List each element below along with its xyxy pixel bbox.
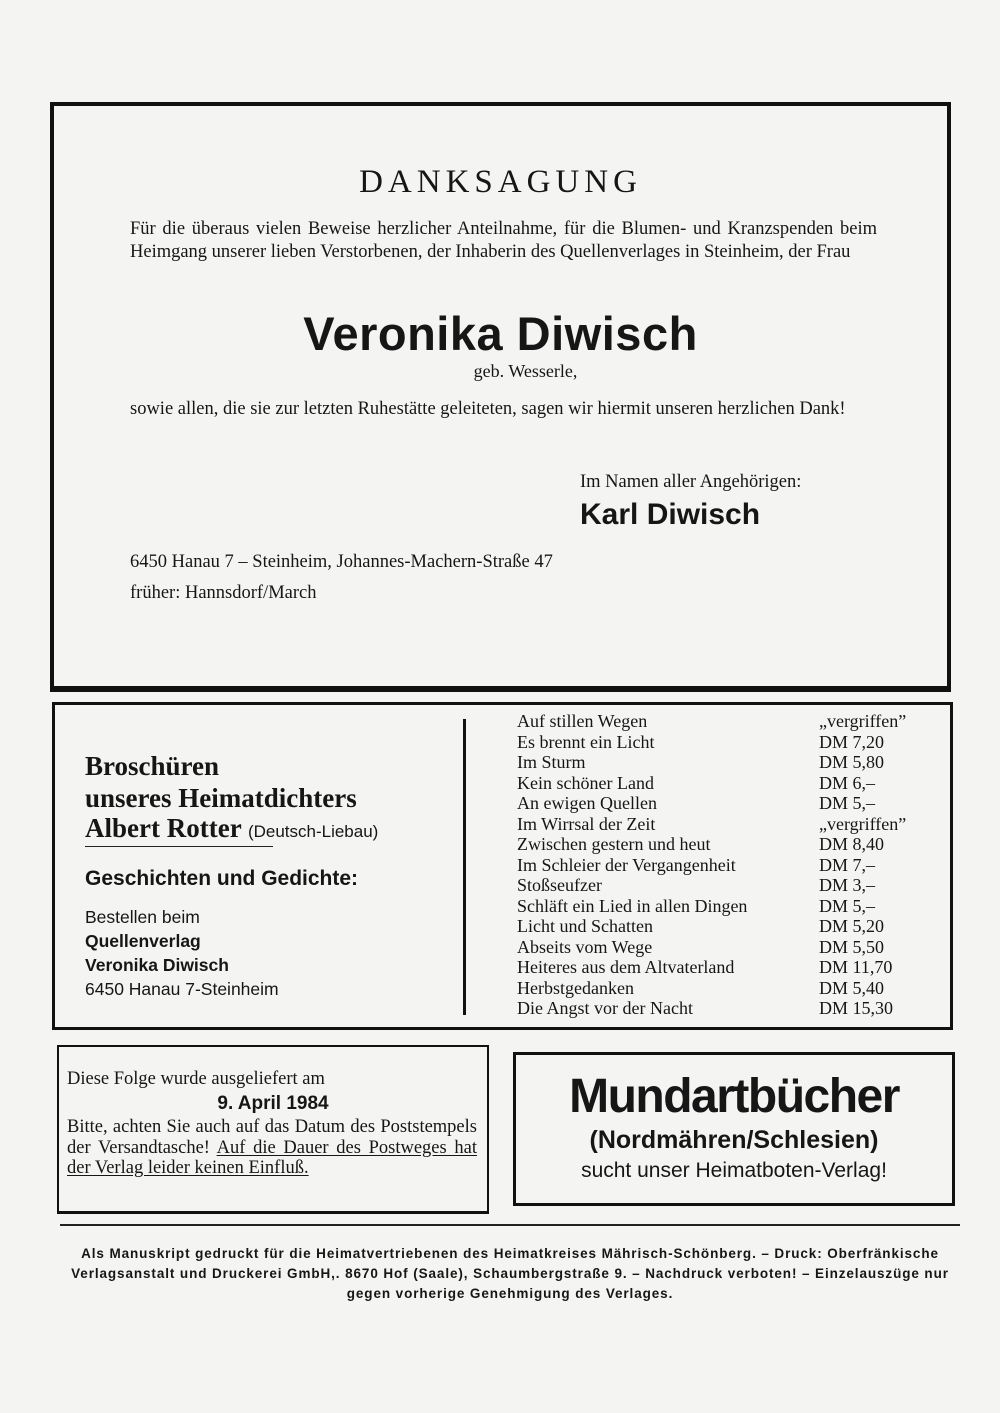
- delivery-intro: Diese Folge wurde ausgeliefert am: [67, 1069, 325, 1089]
- column-divider: [463, 719, 466, 1015]
- family-address: 6450 Hanau 7 – Steinheim, Johannes-Machern-Straße 47: [130, 552, 553, 572]
- list-item: Zwischen gestern und heut DM 8,40: [517, 834, 885, 854]
- author-name: Albert Rotter: [85, 813, 242, 843]
- order-line-1: Bestellen beim: [85, 907, 200, 927]
- author-origin: (Deutsch-Liebau): [247, 822, 379, 841]
- signature-intro: Im Namen aller Angehörigen:: [580, 472, 802, 492]
- author-line: [85, 813, 378, 844]
- list-item: Kein schöner Land DM 6,–: [517, 772, 876, 793]
- delivery-notice: [57, 1045, 489, 1214]
- notice-intro-text: Für die überaus vielen Beweise herzlicher Anteilnahme, für die Blumen- und Kranzspenden beim Heimgang unserer lieben Verstorbenen, der Inhaberin des Quellenverlages in Steinheim, der Frau: [130, 219, 877, 262]
- danksagung-notice: [50, 102, 951, 692]
- list-item: Schläft ein Lied in allen Dingen DM 5,–: [517, 895, 876, 916]
- delivery-text: [67, 1117, 477, 1179]
- postal-delay-hint: Auf die Dauer des Postweges hat der Verlag leider keinen Einfluß.: [67, 1137, 477, 1178]
- list-item: Im Schleier der Vergangenheit DM 7,–: [517, 854, 876, 875]
- dialect-books-slogan: sucht unser Heimatboten-Verlag!: [581, 1159, 887, 1182]
- postmark-hint: Bitte, achten Sie auch auf das Datum des Poststempels der Versandtasche!: [67, 1117, 477, 1158]
- signature-name: Karl Diwisch: [580, 498, 761, 531]
- list-item: Stoßseufzer DM 3,–: [517, 875, 876, 895]
- imprint-footer: Als Manuskript gedruckt für die Heimatvertriebenen des Heimatkreises Mährisch-Schönberg. – Druck: Oberfränkische Verlagsanstalt und Druckerei GmbH,. 8670 Hof (Saale), Schaumbergstraße 9. – Nachdruck verboten! – Einzelauszüge nur gegen vorherige Genehmigung des Verlages.: [71, 1246, 949, 1301]
- list-item: Abseits vom Wege DM 5,50: [517, 936, 885, 957]
- author-underline: [85, 846, 273, 847]
- dialect-books-ad: [513, 1052, 955, 1206]
- order-address: 6450 Hanau 7-Steinheim: [85, 979, 279, 999]
- brochure-advertisement: [52, 702, 953, 1030]
- notice-title: DANKSAGUNG: [359, 164, 642, 200]
- list-item: Heiteres aus dem Altvaterland DM 11,70: [517, 957, 893, 977]
- birth-name: geb. Wesserle,: [473, 361, 578, 381]
- order-owner: Veronika Diwisch: [85, 955, 229, 975]
- brochure-title-list: [517, 711, 917, 1019]
- list-item: Die Angst vor der Nacht DM 15,30: [517, 998, 894, 1018]
- deceased-name: Veronika Diwisch: [303, 307, 698, 360]
- delivery-date: 9. April 1984: [217, 1093, 329, 1114]
- brochure-heading-line2: unseres Heimatdichters: [85, 783, 357, 813]
- dialect-books-title: Mundartbücher: [569, 1070, 899, 1123]
- list-item: Im Wirrsal der Zeit „vergriffen”: [517, 813, 907, 834]
- dialect-books-region: (Nordmähren/Schlesien): [589, 1126, 879, 1154]
- footer-rule: [60, 1224, 960, 1226]
- brochure-heading-line1: Broschüren: [85, 751, 220, 781]
- order-publisher: Quellenverlag: [85, 931, 201, 951]
- list-item: Herbstgedanken DM 5,40: [517, 977, 885, 998]
- brochure-subheading: Geschichten und Gedichte:: [85, 867, 359, 890]
- list-item: Es brennt ein Licht DM 7,20: [517, 731, 885, 752]
- list-item: An ewigen Quellen DM 5,–: [517, 793, 876, 813]
- list-item: Licht und Schatten DM 5,20: [517, 916, 885, 936]
- list-item: Auf stillen Wegen „vergriffen”: [517, 711, 907, 731]
- former-address: früher: Hannsdorf/March: [130, 583, 317, 603]
- notice-thanks-text: sowie allen, die sie zur letzten Ruhestätte geleiteten, sagen wir hiermit unseren herzlichen Dank!: [130, 399, 846, 419]
- list-item: Im Sturm DM 5,80: [517, 752, 885, 772]
